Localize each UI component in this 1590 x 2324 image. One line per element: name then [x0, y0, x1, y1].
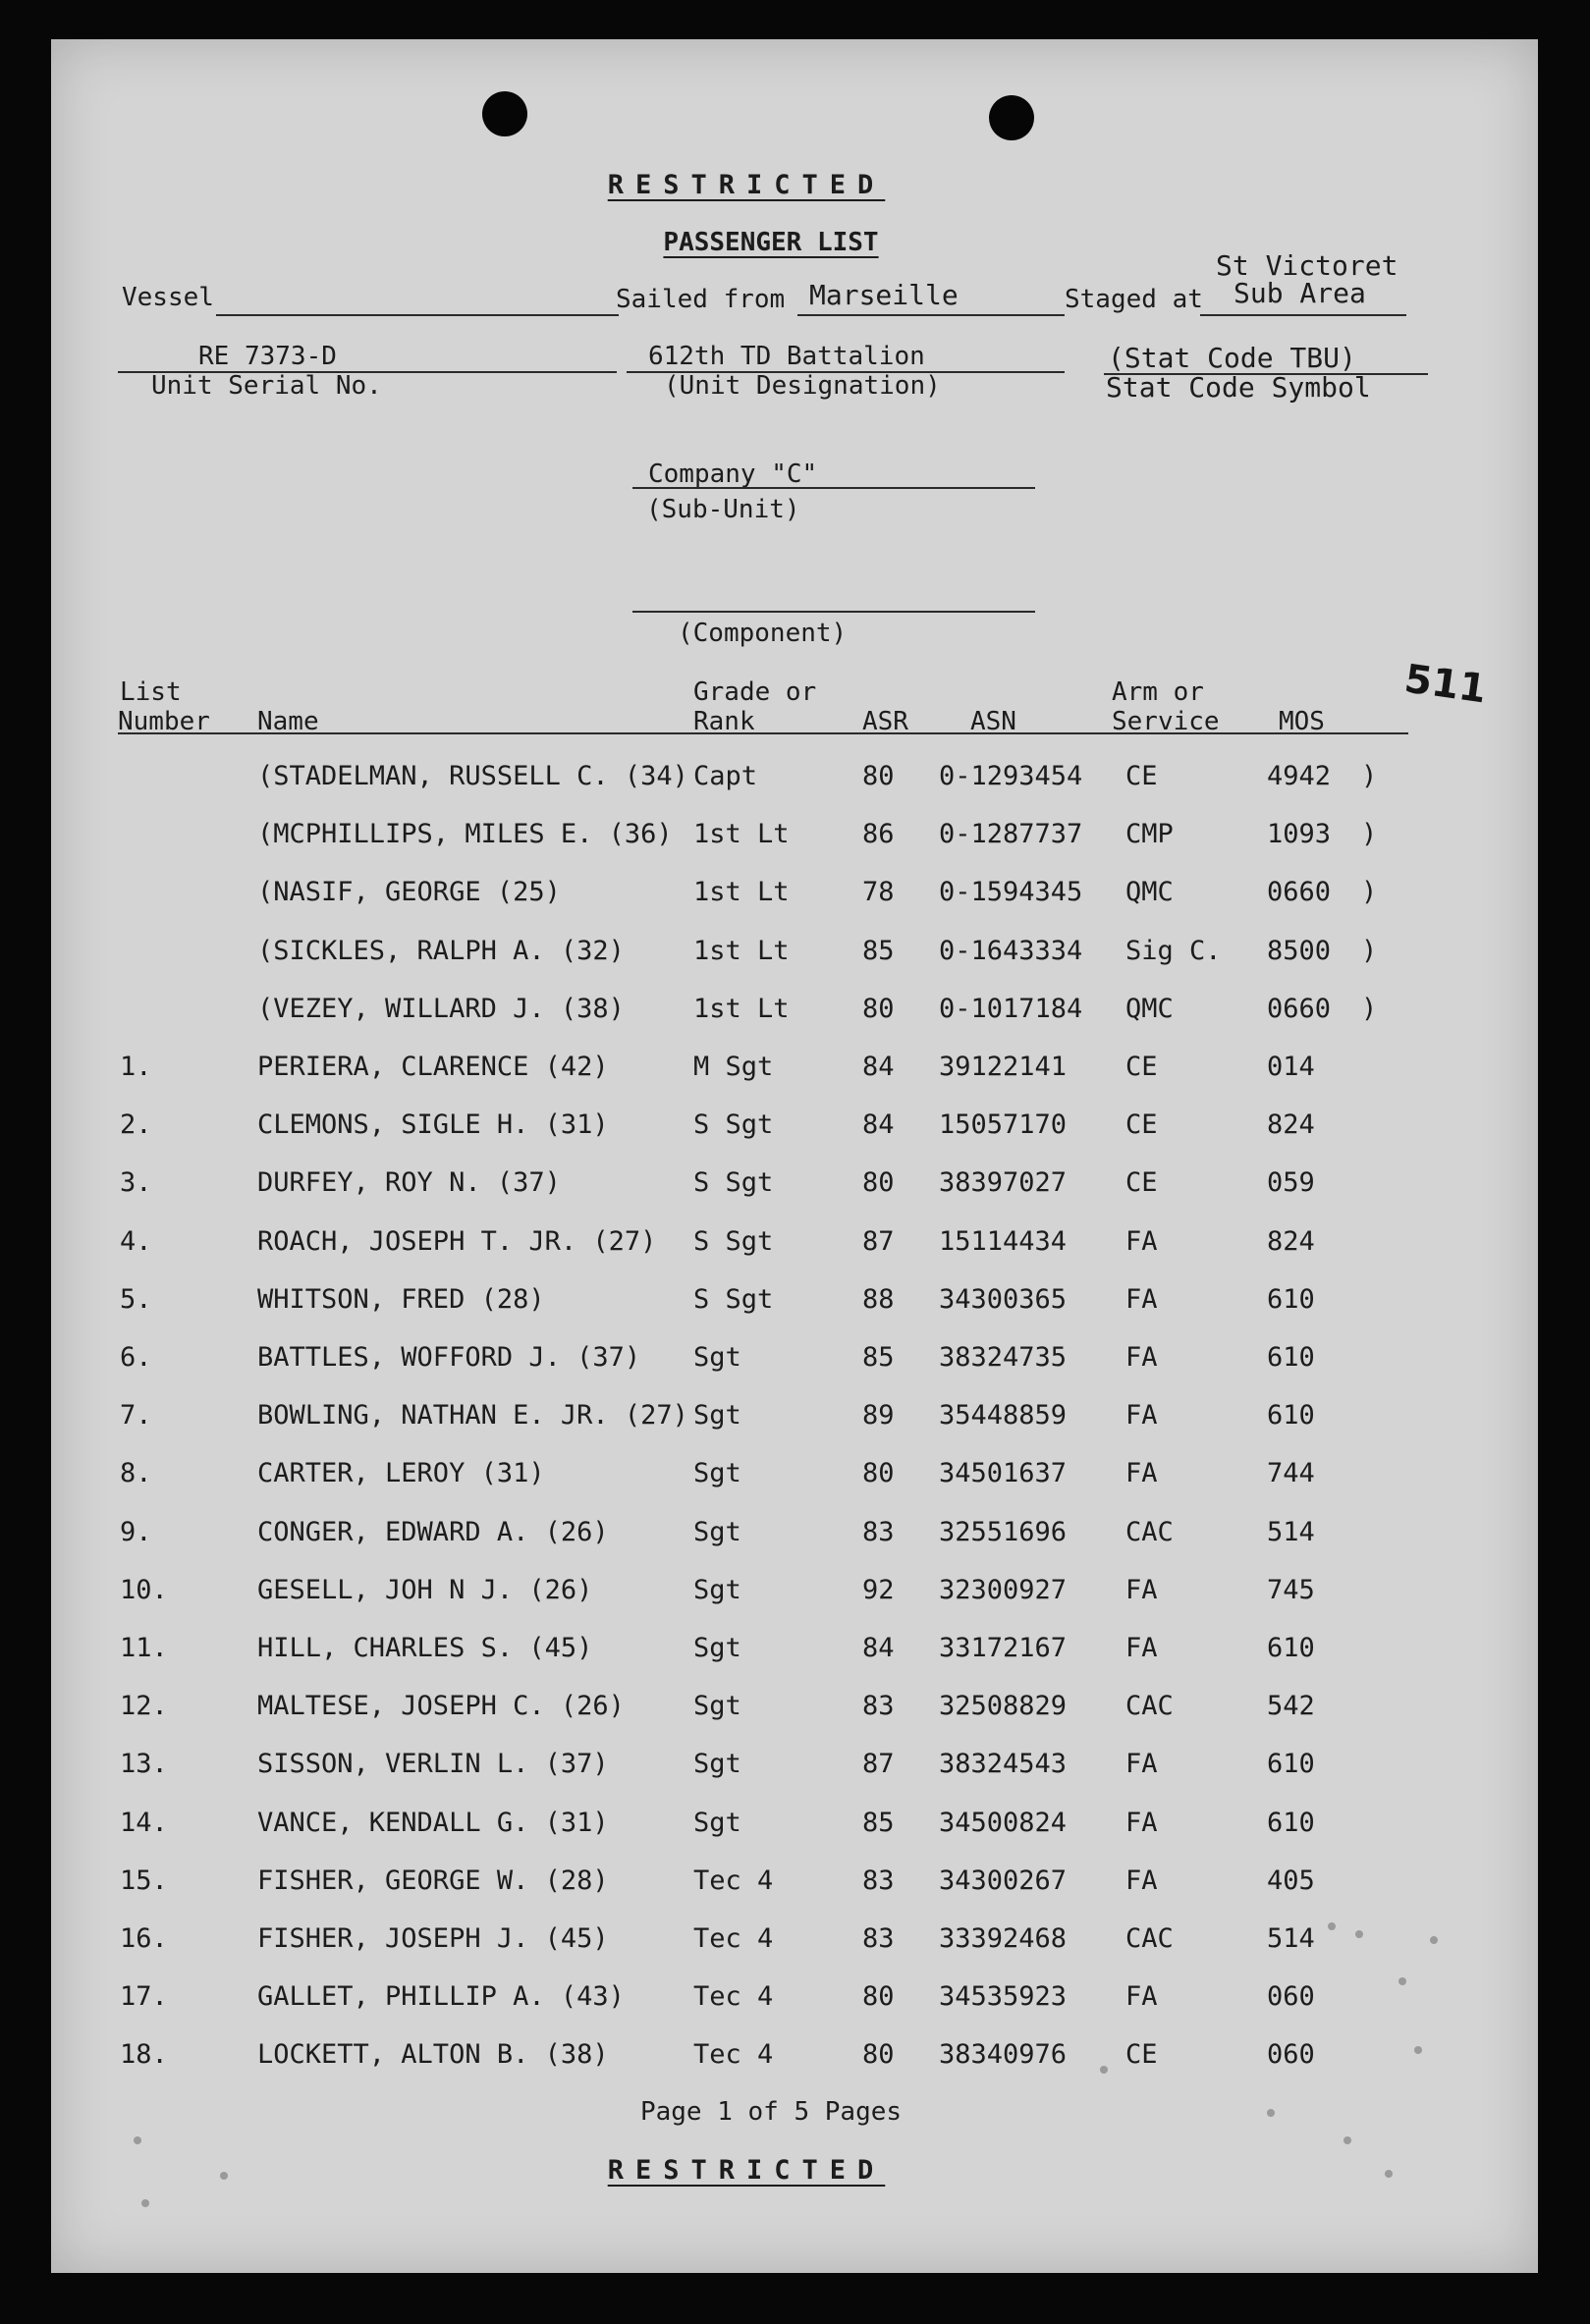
stat-code-label: Stat Code Symbol	[1106, 371, 1371, 404]
scan-speck	[220, 2172, 228, 2180]
row-asn: 34535923	[939, 1981, 1068, 2012]
unit-designation-label: (Unit Designation)	[664, 371, 941, 401]
row-asn: 15057170	[939, 1109, 1068, 1140]
row-mos: 060	[1267, 2039, 1315, 2070]
row-name: FISHER, JOSEPH J. (45)	[257, 1923, 609, 1954]
row-grade: Tec 4	[693, 1923, 774, 1954]
col-asr: ASR	[862, 707, 908, 736]
scan-speck	[1414, 2046, 1422, 2054]
col-asn: ASN	[970, 707, 1016, 736]
row-asr: 89	[862, 1400, 895, 1431]
row-bracket: )	[1361, 761, 1378, 791]
row-grade: Capt	[693, 761, 758, 791]
row-grade: Sgt	[693, 1458, 741, 1488]
row-grade: S Sgt	[693, 1109, 774, 1140]
row-list-number: 12.	[120, 1691, 168, 1721]
scan-speck	[1430, 1936, 1438, 1944]
row-mos: 542	[1267, 1691, 1315, 1721]
row-list-number: 8.	[120, 1458, 152, 1488]
col-name: Name	[257, 707, 319, 736]
row-arm: CE	[1125, 1167, 1158, 1198]
col-list-number-line1: List	[120, 677, 182, 707]
row-name: WHITSON, FRED (28)	[257, 1284, 545, 1315]
scan-speck	[141, 2199, 149, 2207]
scan-speck	[1398, 1977, 1406, 1985]
sailed-from-line	[797, 314, 1065, 316]
row-arm: FA	[1125, 1633, 1158, 1663]
row-asr: 83	[862, 1923, 895, 1954]
row-name: BATTLES, WOFFORD J. (37)	[257, 1342, 641, 1373]
row-asn: 32551696	[939, 1517, 1068, 1547]
scan-speck	[1100, 2066, 1108, 2074]
row-name: CLEMONS, SIGLE H. (31)	[257, 1109, 609, 1140]
col-grade-line1: Grade or	[693, 677, 817, 707]
row-asr: 80	[862, 1981, 895, 2012]
row-asn: 34300365	[939, 1284, 1068, 1315]
row-mos: 059	[1267, 1167, 1315, 1198]
row-asr: 80	[862, 761, 895, 791]
row-asn: 38397027	[939, 1167, 1068, 1198]
row-grade: 1st Lt	[693, 994, 790, 1024]
row-list-number: 6.	[120, 1342, 152, 1373]
page-stamp-number: 511	[1401, 656, 1490, 713]
row-arm: CAC	[1125, 1517, 1174, 1547]
row-grade: Tec 4	[693, 1981, 774, 2012]
row-asn: 15114434	[939, 1226, 1068, 1257]
unit-serial-label: Unit Serial No.	[151, 371, 382, 401]
row-asn: 0-1293454	[939, 761, 1083, 791]
row-arm: FA	[1125, 1808, 1158, 1838]
row-asr: 85	[862, 936, 895, 966]
row-name: (NASIF, GEORGE (25)	[257, 877, 561, 907]
row-asr: 85	[862, 1808, 895, 1838]
row-asn: 38324543	[939, 1749, 1068, 1779]
row-bracket: )	[1361, 819, 1378, 849]
row-mos: 014	[1267, 1052, 1315, 1082]
row-asn: 0-1017184	[939, 994, 1083, 1024]
row-asn: 0-1643334	[939, 936, 1083, 966]
row-list-number: 5.	[120, 1284, 152, 1315]
row-asn: 0-1287737	[939, 819, 1083, 849]
row-arm: CE	[1125, 1109, 1158, 1140]
row-mos: 745	[1267, 1575, 1315, 1605]
row-grade: 1st Lt	[693, 877, 790, 907]
row-asn: 32300927	[939, 1575, 1068, 1605]
row-name: HILL, CHARLES S. (45)	[257, 1633, 593, 1663]
row-arm: QMC	[1125, 877, 1174, 907]
col-arm-line1: Arm or	[1112, 677, 1204, 707]
restricted-footer: RESTRICTED	[607, 2155, 886, 2186]
row-asr: 84	[862, 1109, 895, 1140]
sub-unit-label: (Sub-Unit)	[646, 495, 800, 524]
row-asn: 38340976	[939, 2039, 1068, 2070]
row-asr: 84	[862, 1052, 895, 1082]
row-arm: FA	[1125, 1226, 1158, 1257]
row-name: GALLET, PHILLIP A. (43)	[257, 1981, 625, 2012]
row-asn: 33172167	[939, 1633, 1068, 1663]
row-list-number: 17.	[120, 1981, 168, 2012]
row-list-number: 9.	[120, 1517, 152, 1547]
row-bracket: )	[1361, 877, 1378, 907]
row-name: PERIERA, CLARENCE (42)	[257, 1052, 609, 1082]
col-list-number-line2: Number	[118, 707, 210, 736]
row-list-number: 7.	[120, 1400, 152, 1431]
row-asr: 83	[862, 1865, 895, 1896]
vessel-line	[216, 314, 619, 316]
row-name: LOCKETT, ALTON B. (38)	[257, 2039, 609, 2070]
row-bracket: )	[1361, 936, 1378, 966]
row-mos: 824	[1267, 1109, 1315, 1140]
staged-at-line2: Sub Area	[1234, 277, 1366, 309]
row-arm: FA	[1125, 1575, 1158, 1605]
row-asr: 92	[862, 1575, 895, 1605]
restricted-header: RESTRICTED	[607, 170, 886, 200]
row-arm: Sig C.	[1125, 936, 1222, 966]
row-asr: 87	[862, 1749, 895, 1779]
row-asr: 83	[862, 1691, 895, 1721]
row-name: CONGER, EDWARD A. (26)	[257, 1517, 609, 1547]
row-list-number: 13.	[120, 1749, 168, 1779]
row-asr: 78	[862, 877, 895, 907]
row-grade: Sgt	[693, 1808, 741, 1838]
row-grade: S Sgt	[693, 1226, 774, 1257]
scan-speck	[1343, 2136, 1351, 2144]
row-name: SISSON, VERLIN L. (37)	[257, 1749, 609, 1779]
vessel-label: Vessel	[122, 283, 214, 312]
row-mos: 824	[1267, 1226, 1315, 1257]
row-mos: 514	[1267, 1517, 1315, 1547]
row-name: (SICKLES, RALPH A. (32)	[257, 936, 625, 966]
row-list-number: 2.	[120, 1109, 152, 1140]
row-asr: 84	[862, 1633, 895, 1663]
row-name: FISHER, GEORGE W. (28)	[257, 1865, 609, 1896]
row-list-number: 14.	[120, 1808, 168, 1838]
row-asn: 32508829	[939, 1691, 1068, 1721]
sub-unit-value: Company "C"	[648, 459, 818, 489]
row-name: ROACH, JOSEPH T. JR. (27)	[257, 1226, 657, 1257]
row-mos: 610	[1267, 1400, 1315, 1431]
scan-speck	[1355, 1930, 1363, 1938]
row-name: MALTESE, JOSEPH C. (26)	[257, 1691, 625, 1721]
row-arm: CE	[1125, 2039, 1158, 2070]
row-arm: FA	[1125, 1749, 1158, 1779]
row-asn: 34501637	[939, 1458, 1068, 1488]
row-arm: FA	[1125, 1865, 1158, 1896]
row-arm: CAC	[1125, 1691, 1174, 1721]
scan-speck	[1385, 2170, 1393, 2178]
row-grade: Sgt	[693, 1691, 741, 1721]
row-mos: 514	[1267, 1923, 1315, 1954]
component-line	[632, 611, 1035, 613]
row-grade: Sgt	[693, 1342, 741, 1373]
row-arm: CE	[1125, 1052, 1158, 1082]
col-grade-line2: Rank	[693, 707, 755, 736]
row-asn: 35448859	[939, 1400, 1068, 1431]
scan-speck	[1267, 2109, 1275, 2117]
row-asn: 34500824	[939, 1808, 1068, 1838]
stat-code-value: (Stat Code TBU)	[1108, 342, 1356, 374]
row-list-number: 10.	[120, 1575, 168, 1605]
row-name: DURFEY, ROY N. (37)	[257, 1167, 561, 1198]
row-grade: Sgt	[693, 1575, 741, 1605]
document-title: PASSENGER LIST	[663, 228, 879, 257]
row-grade: S Sgt	[693, 1284, 774, 1315]
row-mos: 610	[1267, 1284, 1315, 1315]
row-mos: 1093	[1267, 819, 1332, 849]
col-mos: MOS	[1279, 707, 1325, 736]
row-mos: 610	[1267, 1633, 1315, 1663]
page-info: Page 1 of 5 Pages	[639, 2097, 903, 2127]
row-arm: FA	[1125, 1458, 1158, 1488]
row-arm: QMC	[1125, 994, 1174, 1024]
col-arm-line2: Service	[1112, 707, 1220, 736]
row-grade: S Sgt	[693, 1167, 774, 1198]
row-name: (STADELMAN, RUSSELL C. (34)	[257, 761, 688, 791]
row-asn: 38324735	[939, 1342, 1068, 1373]
row-name: BOWLING, NATHAN E. JR. (27)	[257, 1400, 688, 1431]
row-arm: FA	[1125, 1981, 1158, 2012]
row-mos: 0660	[1267, 994, 1332, 1024]
row-arm: CAC	[1125, 1923, 1174, 1954]
staged-at-line1: St Victoret	[1216, 249, 1398, 282]
row-mos: 405	[1267, 1865, 1315, 1896]
punch-hole-right	[989, 95, 1034, 140]
row-list-number: 15.	[120, 1865, 168, 1896]
row-mos: 060	[1267, 1981, 1315, 2012]
row-mos: 8500	[1267, 936, 1332, 966]
row-asr: 88	[862, 1284, 895, 1315]
row-mos: 744	[1267, 1458, 1315, 1488]
row-arm: FA	[1125, 1284, 1158, 1315]
staged-at-label: Staged at	[1065, 285, 1203, 314]
row-list-number: 11.	[120, 1633, 168, 1663]
row-mos: 0660	[1267, 877, 1332, 907]
row-list-number: 16.	[120, 1923, 168, 1954]
row-grade: M Sgt	[693, 1052, 774, 1082]
row-asr: 83	[862, 1517, 895, 1547]
row-arm: FA	[1125, 1342, 1158, 1373]
row-asn: 34300267	[939, 1865, 1068, 1896]
row-grade: Sgt	[693, 1633, 741, 1663]
unit-serial-value: RE 7373-D	[198, 342, 337, 371]
sailed-from-label: Sailed from	[616, 285, 786, 314]
row-asn: 0-1594345	[939, 877, 1083, 907]
row-grade: Sgt	[693, 1517, 741, 1547]
row-asr: 86	[862, 819, 895, 849]
row-asr: 87	[862, 1226, 895, 1257]
row-asn: 33392468	[939, 1923, 1068, 1954]
punch-hole-left	[482, 91, 527, 136]
row-grade: Sgt	[693, 1400, 741, 1431]
row-mos: 4942	[1267, 761, 1332, 791]
row-name: (VEZEY, WILLARD J. (38)	[257, 994, 625, 1024]
row-asn: 39122141	[939, 1052, 1068, 1082]
row-arm: CMP	[1125, 819, 1174, 849]
row-mos: 610	[1267, 1808, 1315, 1838]
row-arm: FA	[1125, 1400, 1158, 1431]
row-grade: Tec 4	[693, 1865, 774, 1896]
row-asr: 85	[862, 1342, 895, 1373]
row-asr: 80	[862, 1458, 895, 1488]
scan-speck	[134, 2136, 141, 2144]
component-label: (Component)	[678, 619, 848, 648]
row-name: CARTER, LEROY (31)	[257, 1458, 545, 1488]
row-list-number: 4.	[120, 1226, 152, 1257]
row-grade: Tec 4	[693, 2039, 774, 2070]
row-mos: 610	[1267, 1749, 1315, 1779]
row-bracket: )	[1361, 994, 1378, 1024]
row-asr: 80	[862, 994, 895, 1024]
row-list-number: 18.	[120, 2039, 168, 2070]
sub-unit-line	[632, 487, 1035, 489]
row-asr: 80	[862, 2039, 895, 2070]
row-arm: CE	[1125, 761, 1158, 791]
staged-at-line	[1200, 314, 1406, 316]
row-list-number: 3.	[120, 1167, 152, 1198]
row-grade: Sgt	[693, 1749, 741, 1779]
row-mos: 610	[1267, 1342, 1315, 1373]
column-header-rule	[118, 732, 1408, 734]
row-list-number: 1.	[120, 1052, 152, 1082]
sailed-from-value: Marseille	[809, 279, 959, 311]
row-name: (MCPHILLIPS, MILES E. (36)	[257, 819, 673, 849]
scan-speck	[1328, 1922, 1336, 1930]
row-grade: 1st Lt	[693, 936, 790, 966]
row-name: GESELL, JOH N J. (26)	[257, 1575, 593, 1605]
row-asr: 80	[862, 1167, 895, 1198]
row-grade: 1st Lt	[693, 819, 790, 849]
row-name: VANCE, KENDALL G. (31)	[257, 1808, 609, 1838]
unit-designation-value: 612th TD Battalion	[648, 342, 925, 371]
